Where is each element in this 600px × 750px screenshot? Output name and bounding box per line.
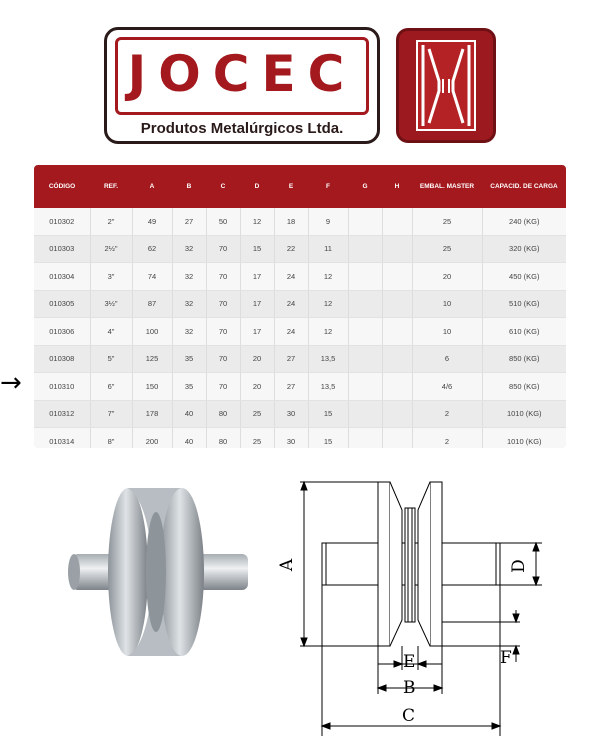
product-photo: [60, 478, 260, 678]
table-row: [34, 345, 566, 373]
table-cell-col-ref: 5": [90, 345, 132, 373]
row-marker-arrow-icon: →: [0, 368, 22, 398]
technical-drawing: [280, 470, 580, 740]
table-cell-col-embal-master: 6: [412, 345, 482, 373]
brand-tagline: Produtos Metalúrgicos Ltda.: [140, 120, 344, 137]
table-header-col-a: A: [132, 165, 172, 208]
product-specs-table: [34, 165, 566, 448]
table-cell-col-ref: 8": [90, 428, 132, 449]
table-cell-col-g: [348, 345, 382, 373]
table-cell-col-b: 32: [172, 318, 206, 346]
table-cell-col-h: [382, 290, 412, 318]
table-cell-col-codigo: 010304: [34, 263, 90, 291]
table-cell-col-e: 18: [274, 208, 308, 235]
table-cell-col-d: 17: [240, 263, 274, 291]
table-cell-col-capacid-carga: 850 (KG): [482, 373, 566, 401]
table-cell-col-c: 70: [206, 373, 240, 401]
table-cell-col-e: 30: [274, 428, 308, 449]
table-cell-col-e: 24: [274, 290, 308, 318]
table-cell-col-ref: 7": [90, 400, 132, 428]
table-cell-col-a: 178: [132, 400, 172, 428]
table-header-col-embal-master: EMBAL. MASTER: [412, 165, 482, 208]
table-cell-col-capacid-carga: 320 (KG): [482, 235, 566, 263]
table-cell-col-h: [382, 235, 412, 263]
table-cell-col-codigo: 010302: [34, 208, 90, 235]
table-header-col-b: B: [172, 165, 206, 208]
company-logo: [104, 27, 380, 144]
table-cell-col-b: 27: [172, 208, 206, 235]
table-cell-col-g: [348, 208, 382, 235]
table-row: [34, 373, 566, 401]
table-cell-col-a: 49: [132, 208, 172, 235]
table-cell-col-h: [382, 345, 412, 373]
table-cell-col-e: 24: [274, 263, 308, 291]
table-header-col-capacid-carga: CAPACID. DE CARGA: [482, 165, 566, 208]
dimension-label-c: C: [402, 706, 416, 726]
table-cell-col-f: 12: [308, 263, 348, 291]
table-cell-col-g: [348, 400, 382, 428]
table-cell-col-f: 13,5: [308, 345, 348, 373]
table-cell-col-c: 80: [206, 428, 240, 449]
table-cell-col-a: 62: [132, 235, 172, 263]
logo-frame: [115, 37, 369, 115]
table-cell-col-a: 87: [132, 290, 172, 318]
table-cell-col-embal-master: 10: [412, 318, 482, 346]
table-cell-col-g: [348, 263, 382, 291]
table-cell-col-e: 27: [274, 373, 308, 401]
table-cell-col-embal-master: 2: [412, 400, 482, 428]
table-cell-col-capacid-carga: 610 (KG): [482, 318, 566, 346]
table-cell-col-ref: 2": [90, 208, 132, 235]
table-cell-col-b: 35: [172, 373, 206, 401]
dimension-label-f: F: [500, 648, 512, 668]
table-cell-col-d: 15: [240, 235, 274, 263]
table-row: [34, 208, 566, 235]
table-cell-col-embal-master: 25: [412, 208, 482, 235]
table-cell-col-c: 70: [206, 263, 240, 291]
table-row: [34, 318, 566, 346]
table-cell-col-capacid-carga: 240 (KG): [482, 208, 566, 235]
table-cell-col-f: 15: [308, 428, 348, 449]
table-row: [34, 263, 566, 291]
table-cell-col-d: 20: [240, 345, 274, 373]
table-cell-col-h: [382, 428, 412, 449]
table-cell-col-h: [382, 263, 412, 291]
table-header-col-g: G: [348, 165, 382, 208]
table-row: [34, 235, 566, 263]
table-cell-col-b: 32: [172, 263, 206, 291]
table-cell-col-c: 70: [206, 345, 240, 373]
table-cell-col-a: 74: [132, 263, 172, 291]
table-header-col-codigo: CÓDIGO: [34, 165, 90, 208]
table-cell-col-d: 17: [240, 318, 274, 346]
table-cell-col-f: 12: [308, 318, 348, 346]
table-cell-col-d: 12: [240, 208, 274, 235]
table-cell-col-capacid-carga: 510 (KG): [482, 290, 566, 318]
table-header-col-c: C: [206, 165, 240, 208]
table-cell-col-c: 70: [206, 290, 240, 318]
table-cell-col-codigo: 010303: [34, 235, 90, 263]
table-cell-col-f: 11: [308, 235, 348, 263]
table-cell-col-e: 30: [274, 400, 308, 428]
table-cell-col-b: 40: [172, 400, 206, 428]
table-cell-col-c: 80: [206, 400, 240, 428]
table-cell-col-h: [382, 208, 412, 235]
table-cell-col-d: 20: [240, 373, 274, 401]
wheel-emblem-icon: [396, 28, 496, 143]
table-cell-col-e: 27: [274, 345, 308, 373]
table-cell-col-f: 9: [308, 208, 348, 235]
table-cell-col-a: 125: [132, 345, 172, 373]
table-cell-col-h: [382, 400, 412, 428]
table-cell-col-f: 12: [308, 290, 348, 318]
table-cell-col-g: [348, 373, 382, 401]
table-row: [34, 428, 566, 449]
table-cell-col-a: 150: [132, 373, 172, 401]
table-cell-col-h: [382, 373, 412, 401]
table-cell-col-a: 100: [132, 318, 172, 346]
table-cell-col-embal-master: 10: [412, 290, 482, 318]
table-cell-col-capacid-carga: 450 (KG): [482, 263, 566, 291]
table-cell-col-g: [348, 290, 382, 318]
table-header-row: [34, 165, 566, 208]
brand-name: JOCEC: [127, 45, 357, 103]
table-cell-col-h: [382, 318, 412, 346]
table-cell-col-c: 50: [206, 208, 240, 235]
table-cell-col-d: 17: [240, 290, 274, 318]
table-cell-col-codigo: 010310: [34, 373, 90, 401]
table-cell-col-embal-master: 25: [412, 235, 482, 263]
table-cell-col-b: 35: [172, 345, 206, 373]
table-header-col-h: H: [382, 165, 412, 208]
table-cell-col-embal-master: 20: [412, 263, 482, 291]
table-cell-col-f: 13,5: [308, 373, 348, 401]
dimension-label-a: A: [277, 558, 298, 572]
table-row: [34, 290, 566, 318]
table-row: [34, 400, 566, 428]
table-cell-col-codigo: 010306: [34, 318, 90, 346]
table-cell-col-codigo: 010312: [34, 400, 90, 428]
table-cell-col-codigo: 010308: [34, 345, 90, 373]
table-cell-col-e: 24: [274, 318, 308, 346]
table-header-col-e: E: [274, 165, 308, 208]
table-header-col-ref: REF.: [90, 165, 132, 208]
table-cell-col-capacid-carga: 1010 (KG): [482, 428, 566, 449]
table-cell-col-codigo: 010305: [34, 290, 90, 318]
table-cell-col-b: 32: [172, 290, 206, 318]
dimension-label-d: D: [508, 559, 529, 573]
dimension-label-b: B: [403, 678, 416, 698]
dimension-label-e: E: [403, 652, 416, 672]
table-cell-col-ref: 3½": [90, 290, 132, 318]
table-cell-col-e: 22: [274, 235, 308, 263]
table-cell-col-c: 70: [206, 318, 240, 346]
table-cell-col-b: 40: [172, 428, 206, 449]
table-cell-col-f: 15: [308, 400, 348, 428]
table-cell-col-embal-master: 4/6: [412, 373, 482, 401]
table-cell-col-a: 200: [132, 428, 172, 449]
table-cell-col-d: 25: [240, 428, 274, 449]
table-cell-col-g: [348, 235, 382, 263]
table-cell-col-embal-master: 2: [412, 428, 482, 449]
table-cell-col-ref: 3": [90, 263, 132, 291]
table-header-col-f: F: [308, 165, 348, 208]
table-cell-col-ref: 6": [90, 373, 132, 401]
table-cell-col-c: 70: [206, 235, 240, 263]
table-cell-col-g: [348, 428, 382, 449]
table-cell-col-g: [348, 318, 382, 346]
table-cell-col-capacid-carga: 850 (KG): [482, 345, 566, 373]
table-cell-col-d: 25: [240, 400, 274, 428]
table-cell-col-b: 32: [172, 235, 206, 263]
table-cell-col-ref: 2½": [90, 235, 132, 263]
table-cell-col-ref: 4": [90, 318, 132, 346]
table-header-col-d: D: [240, 165, 274, 208]
table-cell-col-codigo: 010314: [34, 428, 90, 449]
table-cell-col-capacid-carga: 1010 (KG): [482, 400, 566, 428]
